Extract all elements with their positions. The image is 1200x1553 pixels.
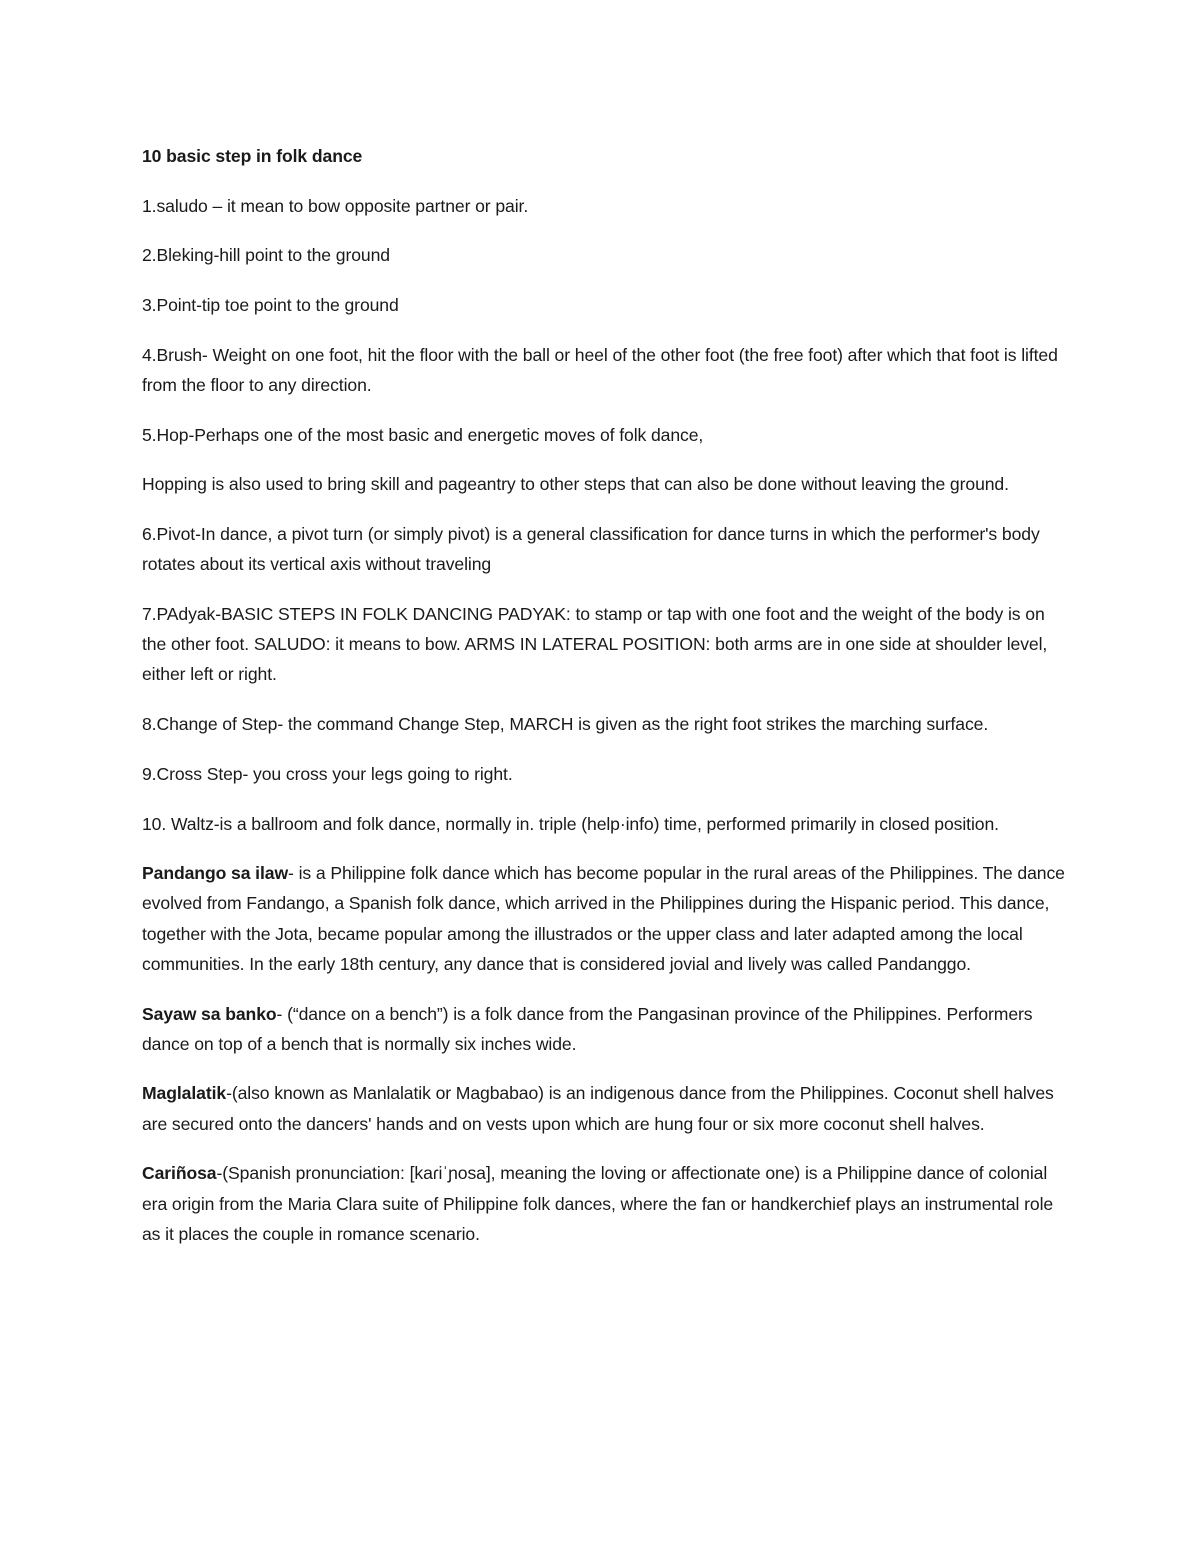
dance-maglalatik [142, 1078, 1067, 1138]
step-9: 9.Cross Step- you cross your legs going to right. [142, 763, 513, 784]
step-3: 3.Point-tip toe point to the ground [142, 295, 399, 316]
step-5-continued: Hopping is also used to bring skill and pageantry to other steps that can also be done without leaving the ground. [142, 474, 1009, 495]
dance-name: Sayaw sa banko [142, 1003, 277, 1024]
dance-description: - (“dance on a bench”) is a folk dance from the Pangasinan province of the Philippines. Performers dance on top of a bench that is normally six inches wide. [142, 1003, 1033, 1054]
dance-pandango-sa-ilaw [142, 858, 1067, 979]
dance-name: Cariñosa [142, 1163, 217, 1184]
dance-sayaw-sa-banko [142, 999, 1067, 1059]
step-7: 7.PAdyak-BASIC STEPS IN FOLK DANCING PADYAK: to stamp or tap with one foot and the weight of the body is on the other foot. SALUDO: it means to bow. ARMS IN LATERAL POSITION: both arms are in one side at shoulder level, either left or right. [142, 604, 1048, 685]
step-6: 6.Pivot-In dance, a pivot turn (or simply pivot) is a general classification for dance turns in which the performer's body rotates about its vertical axis without traveling [142, 524, 1040, 575]
dance-description: -(also known as Manlalatik or Magbabao) is an indigenous dance from the Philippines. Coconut shell halves are secured onto the dancers' hands and on vests upon which are hung four or six more coconut shell halves. [142, 1083, 1054, 1134]
step-4: 4.Brush- Weight on one foot, hit the floor with the ball or heel of the other foot (the free foot) after which that foot is lifted from the floor to any direction. [142, 344, 1058, 396]
dance-name: Maglalatik [142, 1083, 227, 1104]
step-2: 2.Bleking-hill point to the ground [142, 245, 390, 266]
dance-description: - is a Philippine folk dance which has become popular in the rural areas of the Philippines. The dance evolved from Fandango, a Spanish folk dance, which arrived in the Philippines during the Hispanic period. This dance, together with the Jota, became popular among the illustrados or the upper class and later adapted among the local communities. In the early 18th century, any dance that is considered jovial and lively was called Pandanggo. [142, 863, 1065, 974]
dance-carinosa [142, 1158, 1067, 1249]
dance-description: -(Spanish pronunciation: [kaɾiˈɲosa], meaning the loving or affectionate one) is a Philippine dance of colonial era origin from the Maria Clara suite of Philippine folk dances, where the fan or handkerchief plays an instrumental role as it places the couple in romance scenario. [142, 1163, 1054, 1244]
dance-name: Pandango sa ilaw [142, 863, 289, 884]
step-1: 1.saludo – it mean to bow opposite partner or pair. [142, 195, 529, 216]
step-10: 10. Waltz-is a ballroom and folk dance, normally in. triple (help·info) time, performed primarily in closed position. [142, 813, 999, 834]
step-8: 8.Change of Step- the command Change Step, MARCH is given as the right foot strikes the marching surface. [142, 714, 989, 735]
step-5: 5.Hop-Perhaps one of the most basic and energetic moves of folk dance, [142, 424, 704, 445]
document-title: 10 basic step in folk dance [142, 146, 363, 166]
document-body [142, 141, 1067, 1268]
